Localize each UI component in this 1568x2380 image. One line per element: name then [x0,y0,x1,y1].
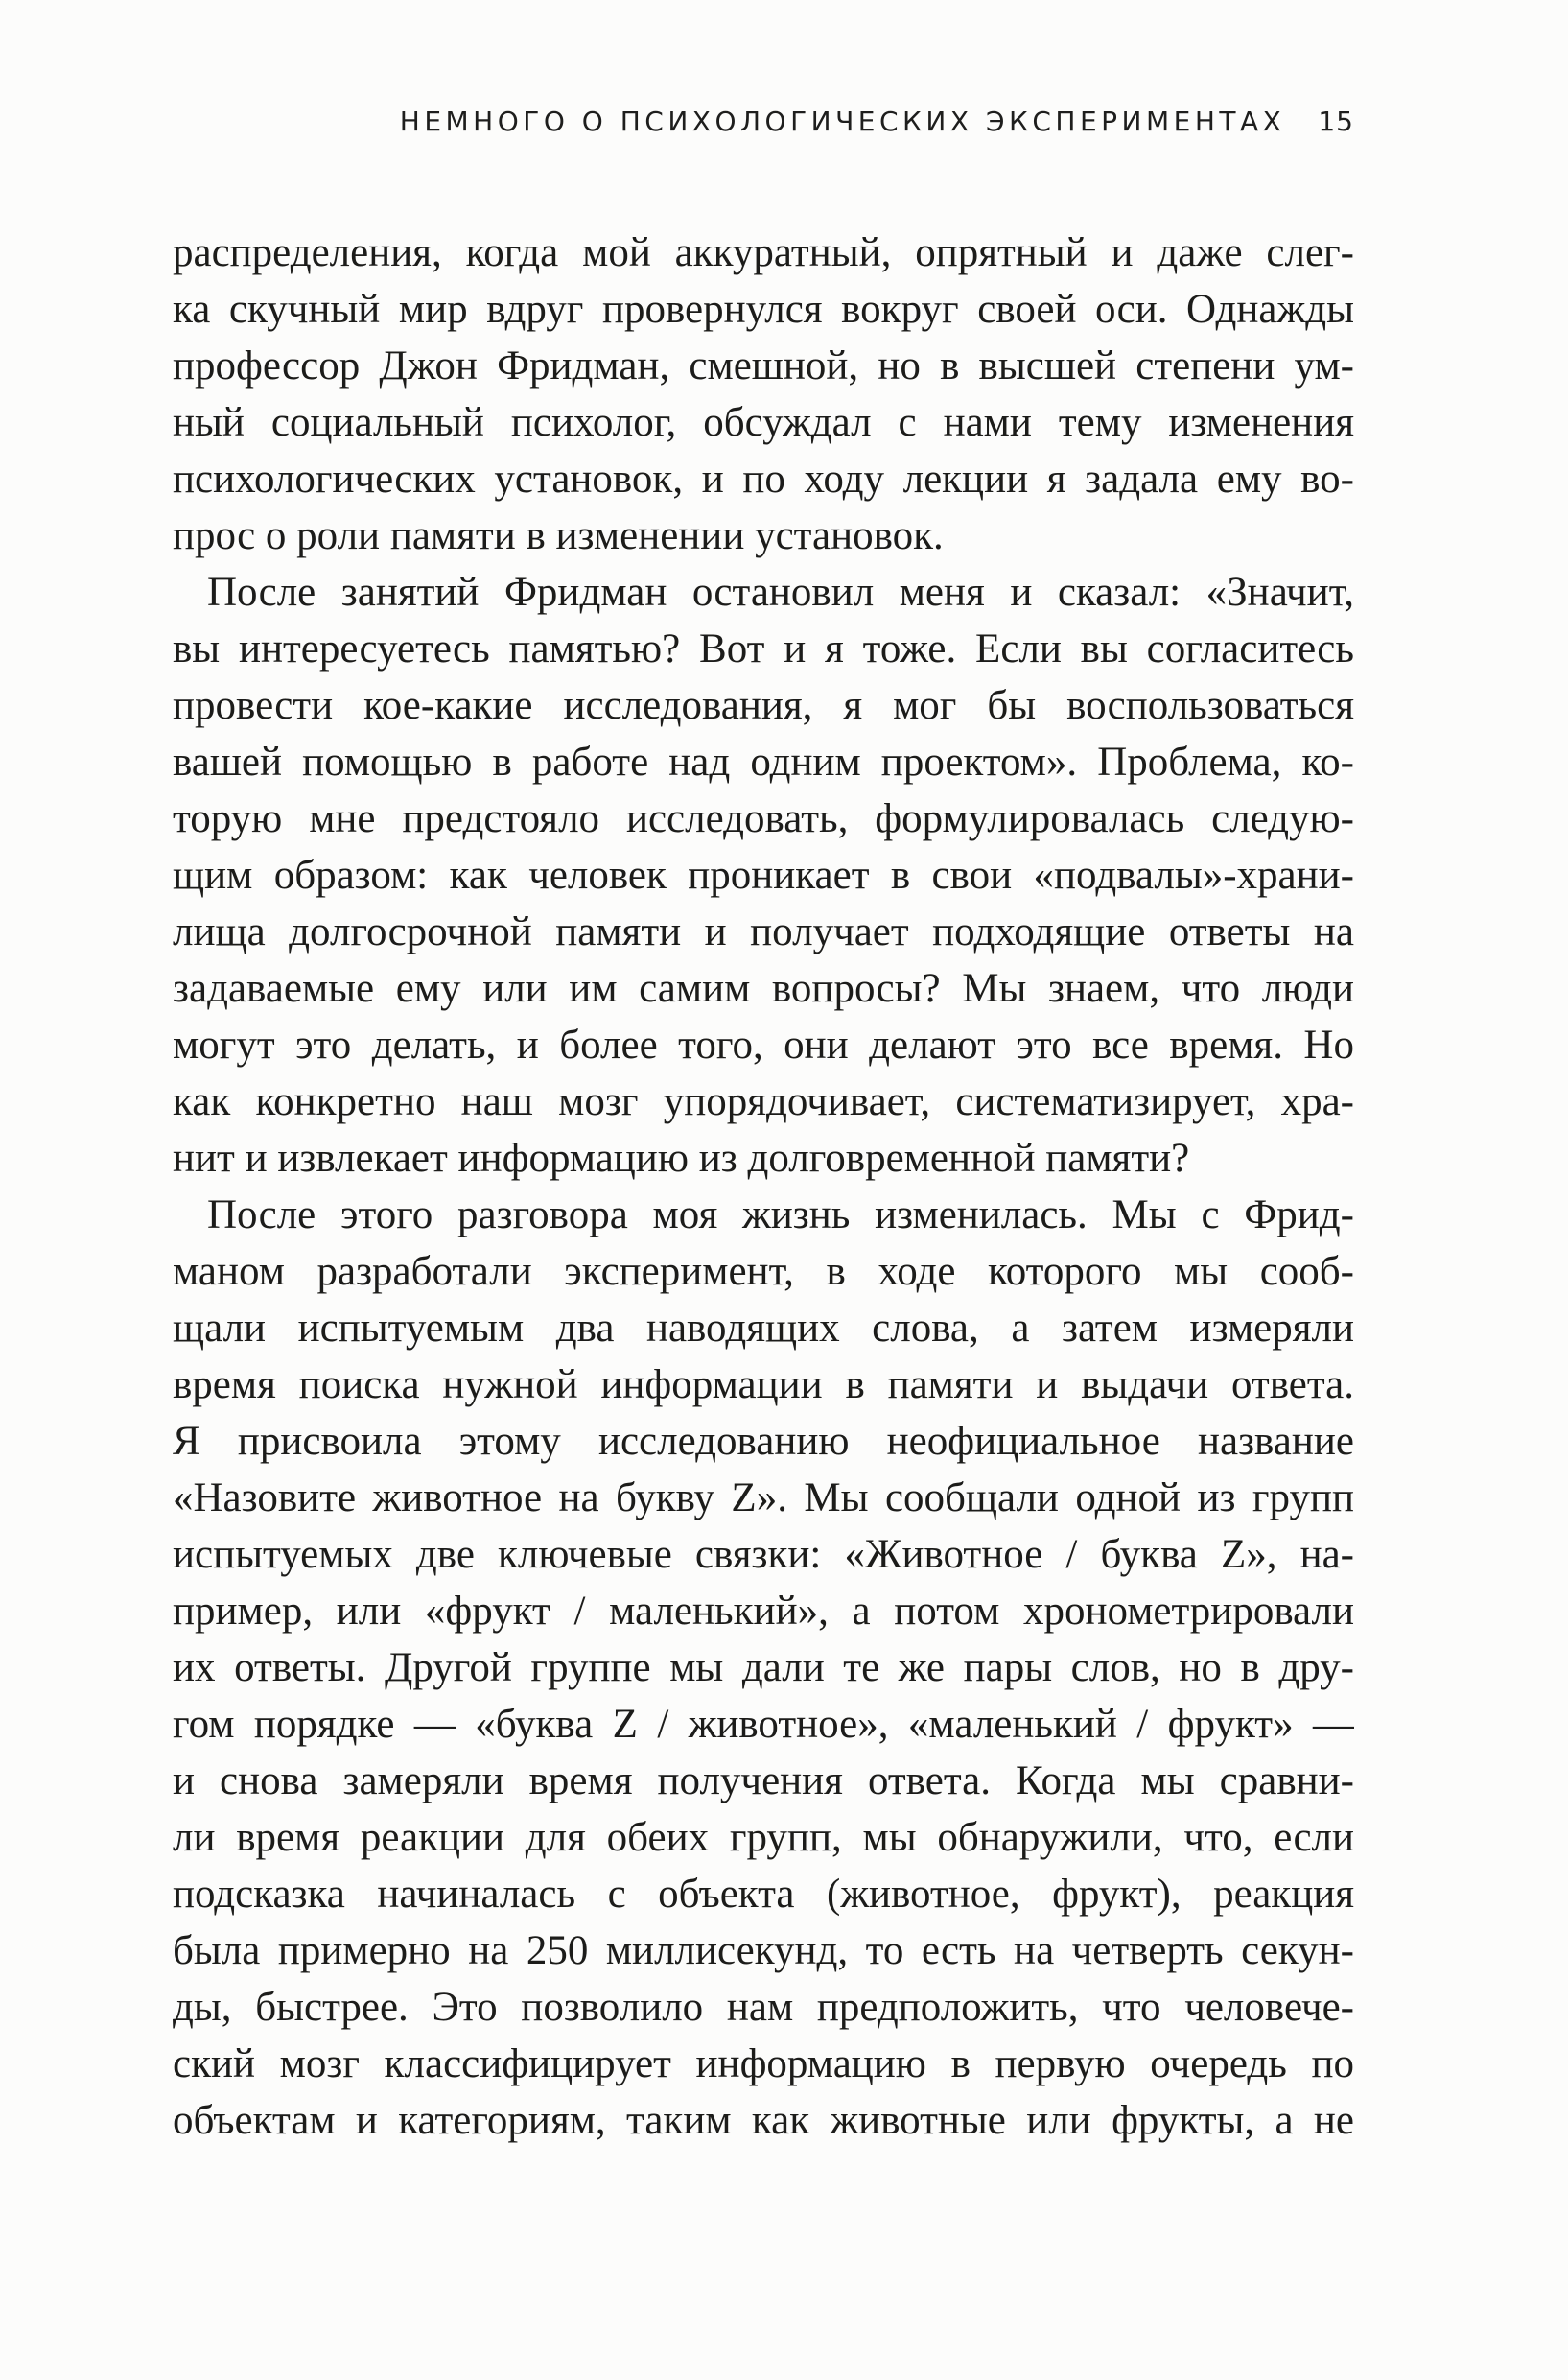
text-line: профессор Джон Фридман, смешной, но в высшей степени ум- [173,343,1354,389]
text-line: и снова замеряли время получения ответа. Когда мы сравни- [173,1758,1354,1803]
text-line: ли время реакции для обеих групп, мы обнаружили, что, если [173,1815,1354,1860]
text-line: объектам и категориям, таким как животные или фрукты, а не [173,2098,1354,2143]
page-number: 15 [1318,106,1354,137]
text-line: ный социальный психолог, обсуждал с нами тему изменения [173,400,1354,445]
paragraph [173,224,1354,564]
text-line: пример, или «фрукт / маленький», а потом хронометрировали [173,1589,1354,1634]
text-line: распределения, когда мой аккуратный, опрятный и даже слег- [173,230,1354,275]
text-line: могут это делать, и более того, они делают это все время. Но [173,1023,1354,1068]
text-column [173,224,1354,2149]
text-line: подсказка начиналась с объекта (животное, фрукт), реакция [173,1872,1354,1917]
text-line: «Назовите животное на букву Z». Мы сообщали одной из групп [173,1475,1354,1520]
paragraph [173,564,1354,1187]
text-line: психологических установок, и по ходу лекции я задала ему во- [173,457,1354,502]
text-line: гом порядке — «буква Z / животное», «маленький / фрукт» — [173,1702,1354,1747]
text-line: вашей помощью в работе над одним проектом». Проблема, ко- [173,740,1354,785]
text-line: ды, быстрее. Это позволило нам предположить, что человече- [173,1985,1354,2030]
text-line: маном разработали эксперимент, в ходе которого мы сооб- [173,1249,1354,1294]
text-line: испытуемых две ключевые связки: «Животное / буква Z», на- [173,1532,1354,1577]
text-line: щим образом: как человек проникает в свои «подвалы»-храни- [173,853,1354,898]
text-line: После этого разговора моя жизнь изменилась. Мы с Фрид- [207,1192,1354,1237]
text-line: После занятий Фридман остановил меня и сказал: «Значит, [207,570,1354,615]
text-line: ка скучный мир вдруг провернулся вокруг своей оси. Однажды [173,287,1354,332]
text-line: задаваемые ему или им самим вопросы? Мы знаем, что люди [173,966,1354,1011]
paragraph [173,1187,1354,2149]
text-line: вы интересуетесь памятью? Вот и я тоже. Если вы согласитесь [173,626,1354,672]
text-line: щали испытуемым два наводящих слова, а затем измеряли [173,1306,1354,1351]
running-header [173,106,1354,137]
text-line: как конкретно наш мозг упорядочивает, систематизирует, хра- [173,1079,1354,1124]
text-line: торую мне предстояло исследовать, формулировалась следую- [173,796,1354,841]
text-line: нит и извлекает информацию из долговременной памяти? [173,1136,1190,1181]
running-title: НЕМНОГО О ПСИХОЛОГИЧЕСКИХ ЭКСПЕРИМЕНТАХ [399,106,1286,137]
text-line: их ответы. Другой группе мы дали те же пары слов, но в дру- [173,1645,1354,1690]
text-line: время поиска нужной информации в памяти и выдачи ответа. [173,1362,1354,1407]
text-line: была примерно на 250 миллисекунд, то есть на четверть секун- [173,1928,1354,1973]
text-line: лища долгосрочной памяти и получает подходящие ответы на [173,909,1354,954]
text-line: прос о роли памяти в изменении установок. [173,513,944,558]
text-line: провести кое-какие исследования, я мог бы воспользоваться [173,683,1354,728]
text-line: Я присвоила этому исследованию неофициальное название [173,1419,1354,1464]
text-line: ский мозг классифицирует информацию в первую очередь по [173,2041,1354,2086]
